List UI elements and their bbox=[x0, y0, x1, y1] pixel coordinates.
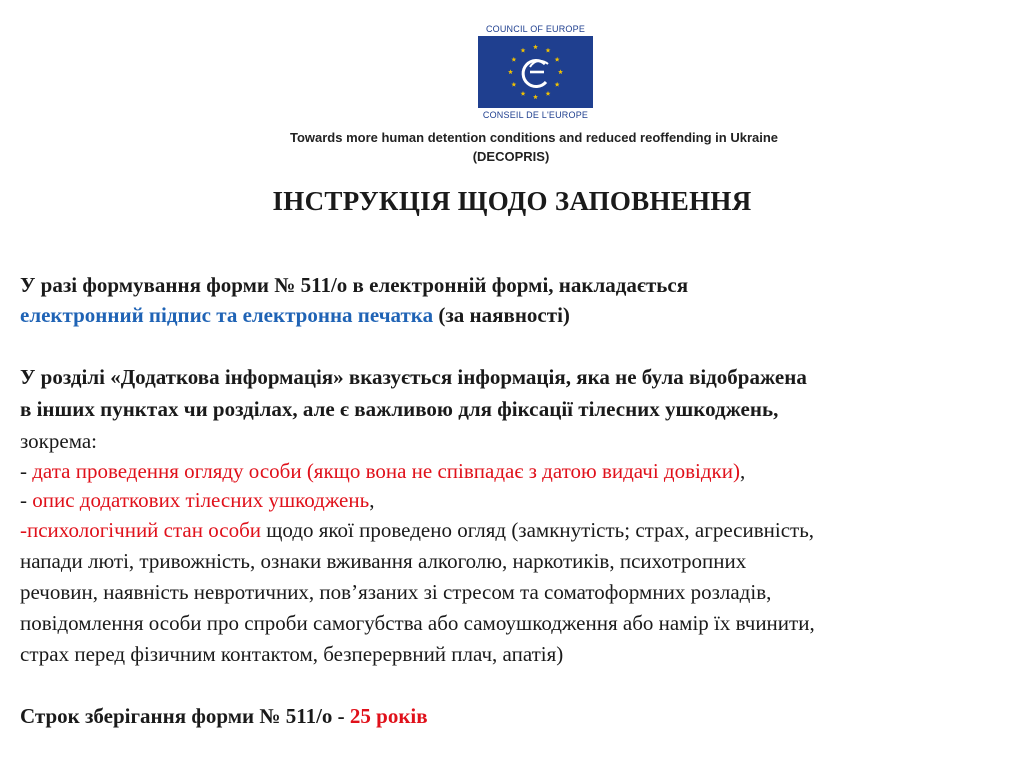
project-acronym: (DECOPRIS) bbox=[472, 149, 550, 164]
list-item-date-suffix: , bbox=[740, 459, 746, 483]
paragraph2-line2: в інших пунктах чи розділах, але є важливою для фіксації тілесних ушкоджень, bbox=[20, 397, 779, 421]
electronic-signature-text: електронний підпис та електронна печатка bbox=[20, 303, 434, 327]
list-item-psych-line4: повідомлення особи про спроби самогубства або самоушкодження або намір їх вчинити, bbox=[20, 611, 815, 635]
list-item-injuries-suffix: , bbox=[369, 488, 375, 512]
list-item-injuries bbox=[20, 487, 374, 513]
list-item-psych-state-text: -психологічний стан особи bbox=[20, 518, 261, 542]
list-item-date-text: дата проведення огляду особи (якщо вона не співпадає з датою видачі довідки) bbox=[32, 459, 740, 483]
paragraph2-line1: У розділі «Додаткова інформація» вказується інформація, яка не була відображена bbox=[20, 365, 807, 389]
list-item-injuries-text: опис додаткових тілесних ушкоджень bbox=[32, 488, 370, 512]
logo-bottom-text: CONSEIL DE L'EUROPE bbox=[482, 110, 589, 120]
council-of-europe-flag-icon bbox=[478, 36, 593, 108]
list-item-psych-line5: страх перед фізичним контактом, безперервний плач, апатія) bbox=[20, 642, 564, 666]
list-item-psych-state-rest: щодо якої проведено огляд (замкнутість; страх, агресивність, bbox=[261, 518, 815, 542]
paragraph1-line2 bbox=[20, 302, 570, 328]
paragraph1-line1: У разі формування форми № 511/о в електронній формі, накладається bbox=[20, 273, 689, 297]
list-item-psych-line2: напади люті, тривожність, ознаки вживання алкоголю, наркотиків, психотропних bbox=[20, 549, 747, 573]
paragraph2-line3: зокрема: bbox=[20, 429, 97, 453]
paragraph1-line2-rest: (за наявності) bbox=[433, 303, 570, 327]
project-title: Towards more human detention conditions and reduced reoffending in Ukraine bbox=[289, 130, 779, 145]
page-title: ІНСТРУКЦІЯ ЩОДО ЗАПОВНЕННЯ bbox=[272, 186, 752, 216]
logo-top-text: COUNCIL OF EUROPE bbox=[485, 24, 586, 34]
list-item-date bbox=[20, 458, 745, 484]
list-item-date-prefix: - bbox=[20, 459, 33, 483]
council-of-europe-logo bbox=[477, 24, 594, 120]
list-item-injuries-prefix: - bbox=[20, 488, 33, 512]
list-item-psych-line3: речовин, наявність невротичних, пов’язаних зі стресом та соматоформних розладів, bbox=[20, 580, 772, 604]
storage-period bbox=[20, 703, 428, 729]
storage-period-value: 25 років bbox=[349, 704, 428, 728]
list-item-psych-state bbox=[20, 517, 814, 543]
storage-period-label: Строк зберігання форми № 511/о - bbox=[20, 704, 350, 728]
